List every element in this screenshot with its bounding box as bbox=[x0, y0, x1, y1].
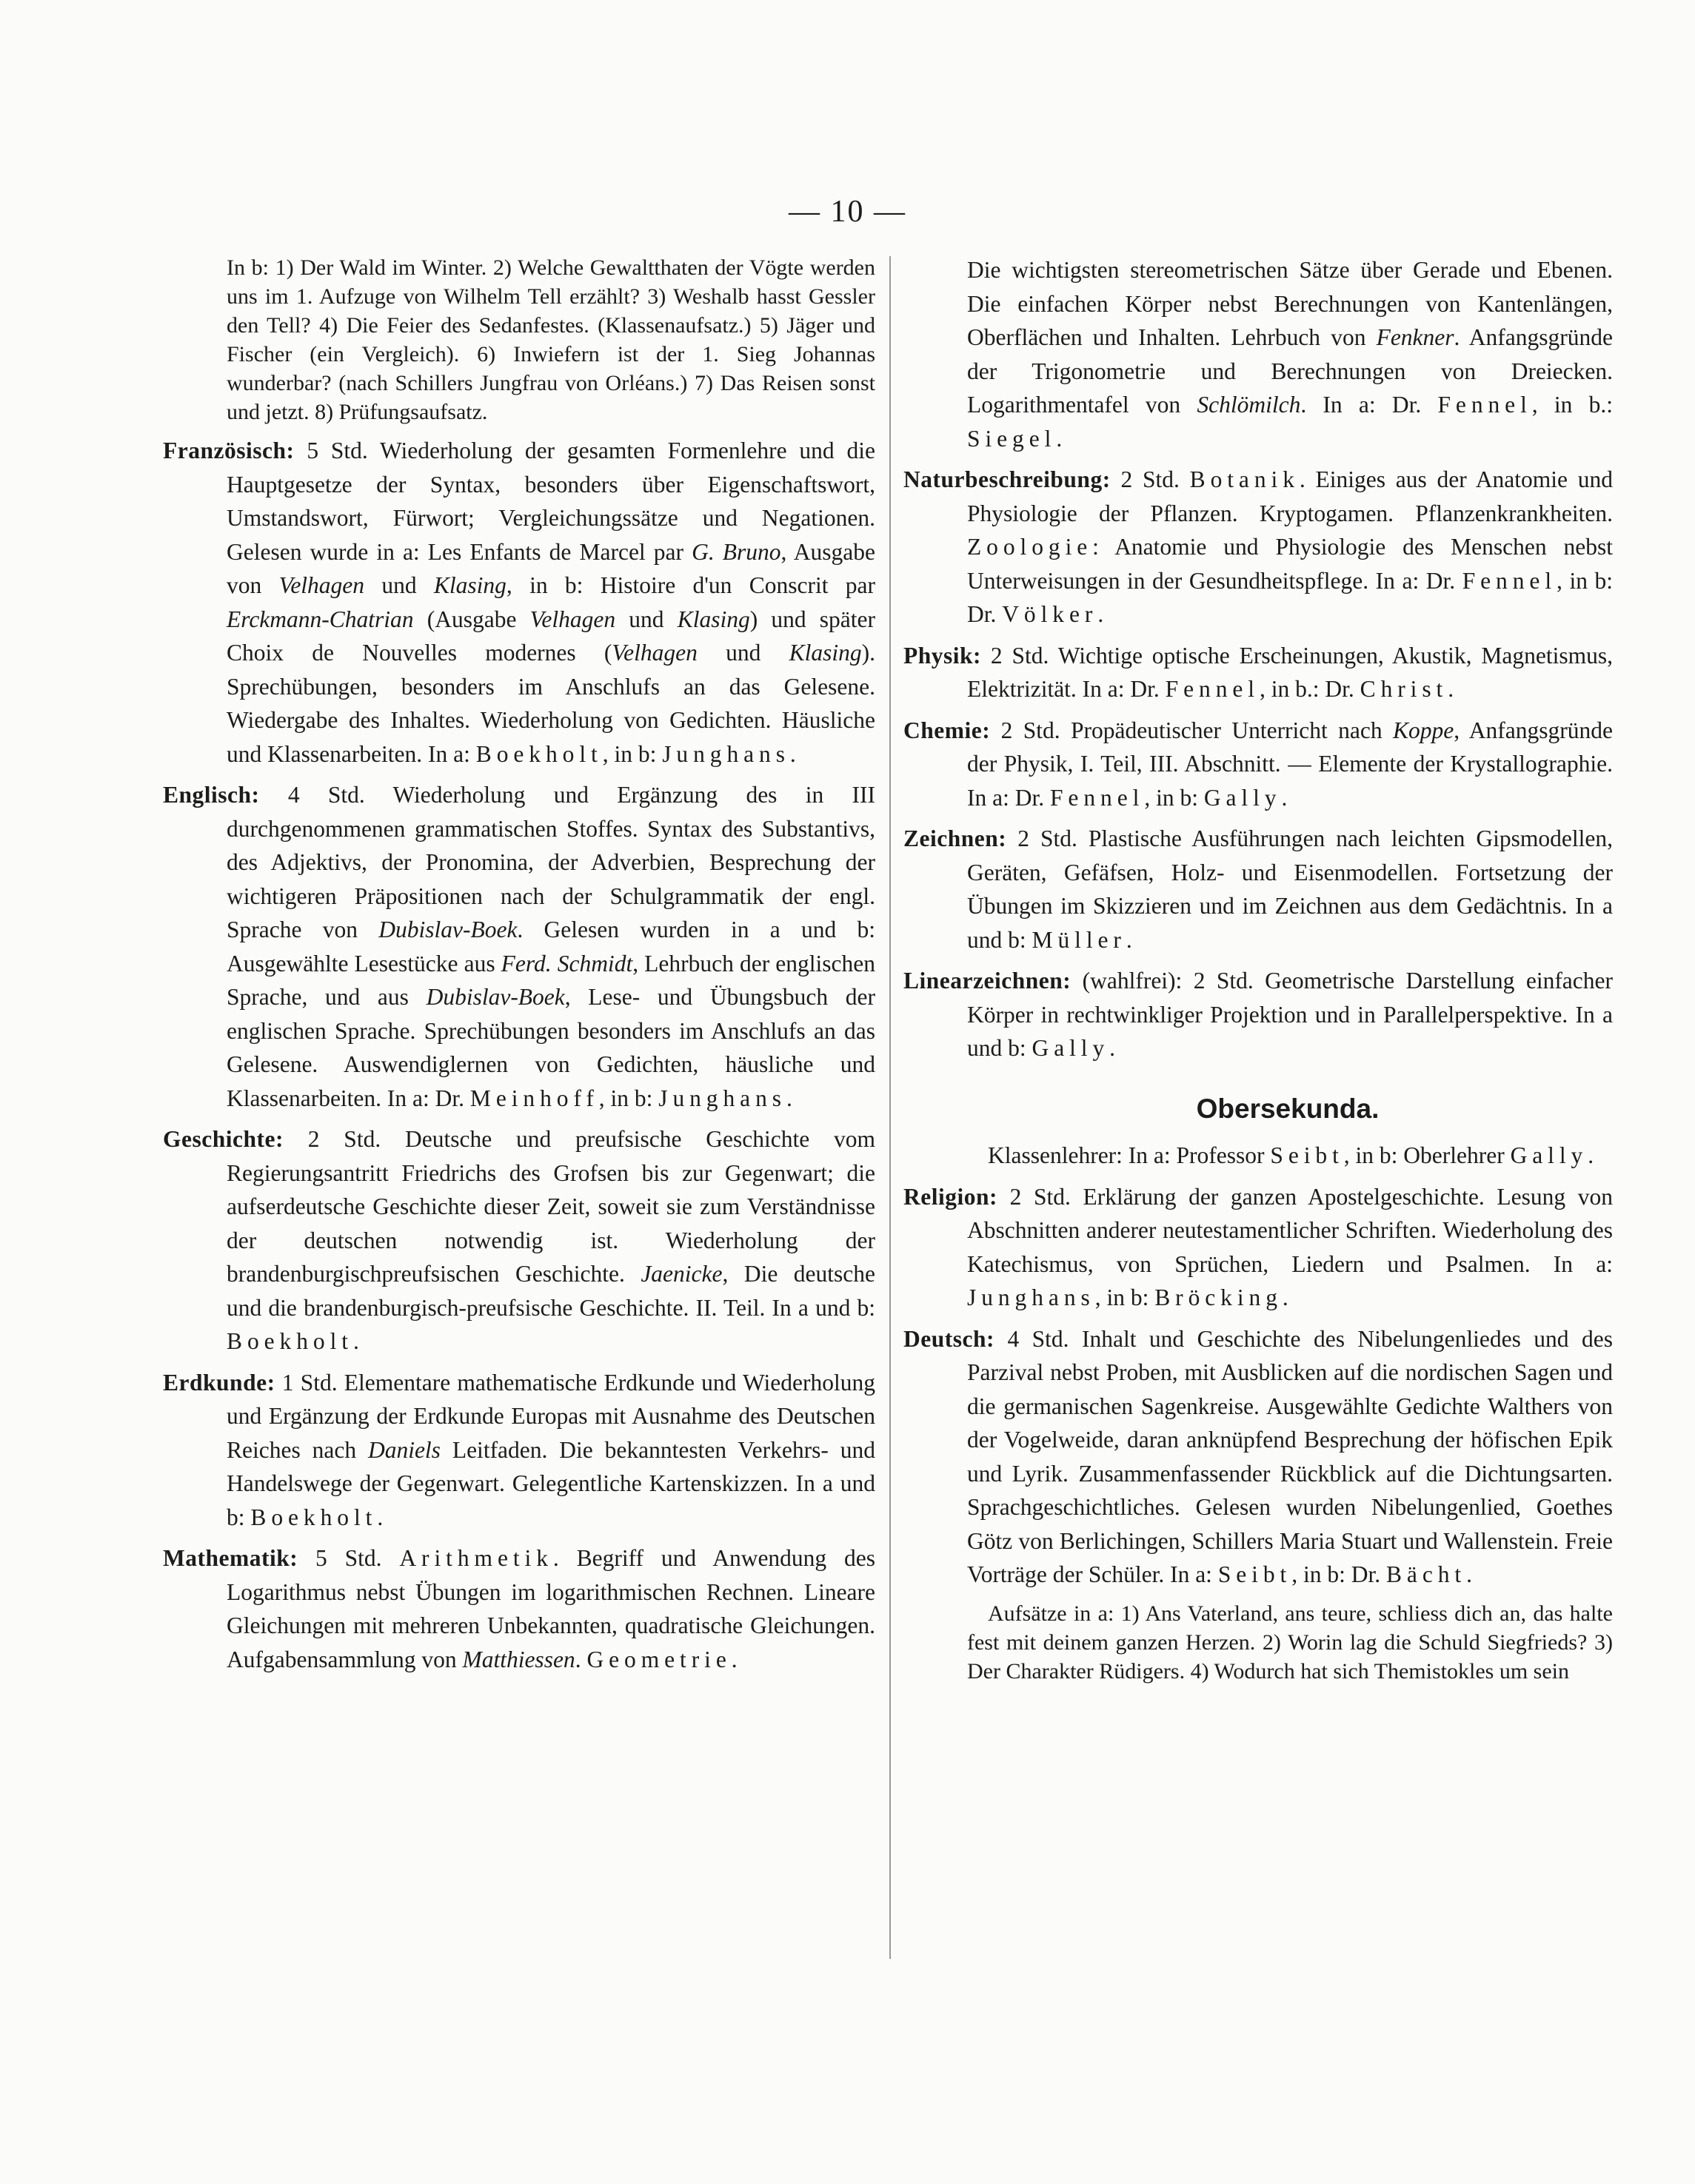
column-divider bbox=[889, 256, 891, 1959]
subject-naturbeschreibung: Naturbeschreibung: 2 Std. Botanik. Einiges aus der Anatomie und Physiologie der Pflanzen. Kryptogamen. Pflanzenkrankheiten. Zoologie: Anatomie und Physiologie des Menschen nebst Unterweisungen in der Gesundheitspflege. In a: Dr. Fennel, in b: Dr. Völker. bbox=[903, 466, 1613, 627]
subject-religion: Religion: 2 Std. Erklärung der ganzen Apostelgeschichte. Lesung von Abschnitten anderer neutestamentlicher Schriften. Wiederholung des Katechismus, von Sprüchen, Liedern und Psalmen. In a: Junghans, in b: Bröcking. bbox=[903, 1183, 1613, 1310]
subject-heading: Französisch: bbox=[163, 438, 295, 463]
essay-topics-a: Aufsätze in a: 1) Ans Vaterland, ans teure, schliess dich an, das halte fest mit deinem ganzen Herzen. 2) Worin lag die Schuld Siegfrieds? 3) Der Charakter Rüdigers. 4) Wodurch hat sich Themistokles um sein bbox=[967, 1601, 1613, 1684]
subject-linearzeichnen: Linearzeichnen: (wahlfrei): 2 Std. Geometrische Darstellung einfacher Körper in rechtwinkliger Projektion und in Parallelperspektive. In a und b: Gally. bbox=[903, 968, 1613, 1061]
subject-erdkunde: Erdkunde: 1 Std. Elementare mathematische Erdkunde und Wiederholung und Ergänzung der Erdkunde Europas mit Ausnahme des Deutschen Reiches nach Daniels Leitfaden. Die bekanntesten Verkehrs- und Handelswege der Gegenwart. Gelegentliche Kartenskizzen. In a und b: Boekholt. bbox=[163, 1369, 875, 1530]
right-column bbox=[903, 253, 1613, 1693]
subject-chemie: Chemie: 2 Std. Propädeutischer Unterricht nach Koppe, Anfangsgründe der Physik, I. Teil, III. Abschnitt. — Elemente der Krystallographie. In a: Dr. Fennel, in b: Gally. bbox=[903, 717, 1613, 811]
mathematik-continued: Die wichtigsten stereometrischen Sätze über Gerade und Ebenen. Die einfachen Körper nebst Berechnungen von Kantenlängen, Oberflächen und Inhalten. Lehrbuch von Fenkner. Anfangsgründe der Trigonometrie und Berechnungen von Dreiecken. Logarithmentafel von Schlömilch. In a: Dr. Fennel, in b.: Siegel. bbox=[967, 257, 1613, 452]
subject-heading: Deutsch: bbox=[903, 1325, 994, 1352]
klassenlehrer: Klassenlehrer: In a: Professor Seibt, in b: Oberlehrer Gally. bbox=[988, 1142, 1594, 1168]
subject-heading: Erdkunde: bbox=[163, 1369, 275, 1396]
subject-physik: Physik: 2 Std. Wichtige optische Erscheinungen, Akustik, Magnetismus, Elektrizität. In a: Dr. Fennel, in b.: Dr. Christ. bbox=[903, 642, 1613, 702]
subject-heading: Zeichnen: bbox=[903, 825, 1007, 851]
subject-englisch: Englisch: 4 Std. Wiederholung und Ergänzung des in III durchgenommenen grammatischen Stoffes. Syntax des Substantivs, des Adjektivs, der Pronomina, der Adverbien, Besprechung der wichtigeren Präpositionen nach der Schulgrammatik der engl. Sprache von Dubislav-Boek. Gelesen wurden in a und b: Ausgewählte Lesestücke aus Ferd. Schmidt, Lehrbuch der englischen Sprache, und aus Dubislav-Boek, Lese- und Übungsbuch der englischen Sprache. Sprechübungen besonders im Anschlufs an das Gelesene. Auswendiglernen von Gedichten, häusliche und Klassenarbeiten. In a: Dr. Meinhoff, in b: Junghans. bbox=[163, 782, 876, 1111]
section-title: Obersekunda. bbox=[1196, 1093, 1380, 1124]
essay-topics-b: In b: 1) Der Wald im Winter. 2) Welche Gewaltthaten der Vögte werden uns im 1. Aufzuge von Wilhelm Tell erzählt? 3) Weshalb hasst Gessler den Tell? 4) Die Feier des Sedanfestes. (Klassenaufsatz.) 5) Jäger und Fischer (ein Vergleich). 6) Inwiefern ist der 1. Sieg Johannas wunderbar? (nach Schillers Jungfrau von Orléans.) 7) Das Reisen sonst und jetzt. 8) Prüfungsaufsatz. bbox=[227, 255, 875, 424]
subject-franzoesisch: Französisch: 5 Std. Wiederholung der gesamten Formenlehre und die Hauptgesetze der Syntax, besonders über Eigenschaftswort, Umstandswort, Fürwort; Vergleichungssätze und Negationen. Gelesen wurde in a: Les Enfants de Marcel par G. Bruno, Ausgabe von Velhagen und Klasing, in b: Histoire d'un Conscrit par Erckmann-Chatrian (Ausgabe Velhagen und Klasing) und später Choix de Nouvelles modernes (Velhagen und Klasing). Sprechübungen, besonders im Anschlufs an das Gelesene. Wiedergabe des Inhaltes. Wiederholung von Gedichten. Häusliche und Klassenarbeiten. In a: Boekholt, in b: Junghans. bbox=[163, 438, 876, 767]
subject-heading: Physik: bbox=[903, 642, 982, 669]
subject-zeichnen: Zeichnen: 2 Std. Plastische Ausführungen nach leichten Gipsmodellen, Geräten, Gefäfsen, Holz- und Eisenmodellen. Fortsetzung der Übungen im Skizzieren und im Zeichnen aus dem Gedächtnis. In a und b: Müller. bbox=[903, 825, 1613, 953]
subject-heading: Linearzeichnen: bbox=[903, 968, 1072, 994]
subject-geschichte: Geschichte: 2 Std. Deutsche und preufsische Geschichte vom Regierungsantritt Friedrichs des Grofsen bis zur Gegenwart; die aufserdeutsche Geschichte dieser Zeit, soweit sie zum Verständnisse der deutschen notwendig ist. Wiederholung der brandenburgischpreufsischen Geschichte. Jaenicke, Die deutsche und die brandenburgisch-preufsische Geschichte. II. Teil. In a und b: Boekholt. bbox=[163, 1126, 875, 1354]
subject-mathematik: Mathematik: 5 Std. Arithmetik. Begriff und Anwendung des Logarithmus nebst Übungen im logarithmischen Rechnen. Lineare Gleichungen mit mehreren Unbekannten, quadratische Gleichungen. Aufgabensammlung von Matthiessen. Geometrie. bbox=[163, 1545, 875, 1672]
left-column bbox=[163, 253, 875, 1684]
subject-heading: Geschichte: bbox=[163, 1126, 284, 1152]
subject-heading: Mathematik: bbox=[163, 1545, 298, 1571]
subject-heading: Chemie: bbox=[903, 717, 991, 743]
subject-heading: Naturbeschreibung: bbox=[903, 466, 1111, 492]
subject-deutsch: Deutsch: 4 Std. Inhalt und Geschichte des Nibelungenliedes und des Parzival nebst Proben, mit Ausblicken auf die nordischen Sagen und die germanischen Sagenkreise. Ausgewählte Gedichte Walthers von der Vogelweide, daran anknüpfend Besprechung der höfischen Epik und Lyrik. Zusammenfassender Rückblick auf die Dichtungsarten. Sprachgeschichtliches. Gelesen wurden Nibelungenlied, Goethes Götz von Berlichingen, Schillers Maria Stuart und Wallenstein. Freie Vorträge der Schüler. In a: Seibt, in b: Dr. Bächt. bbox=[903, 1325, 1613, 1587]
subject-heading: Englisch: bbox=[163, 782, 260, 808]
subject-heading: Religion: bbox=[903, 1183, 997, 1210]
page-number: — 10 — bbox=[789, 195, 906, 229]
